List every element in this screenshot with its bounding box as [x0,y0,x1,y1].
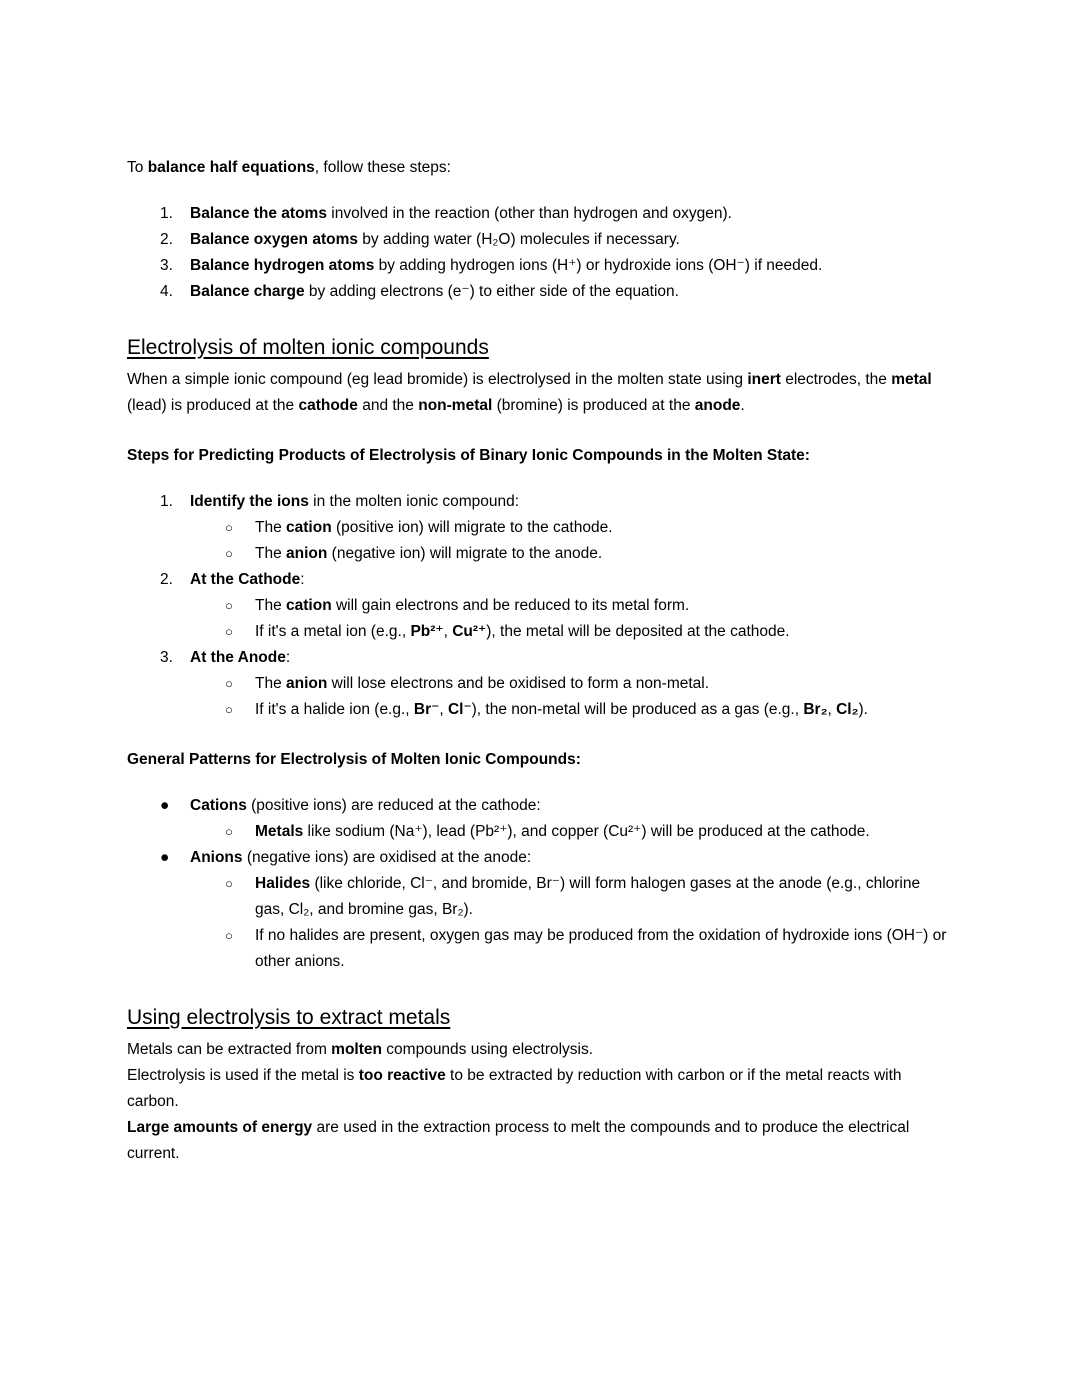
list-item [160,227,953,253]
bold-text-segment: Pb²⁺ [410,623,444,640]
sub-list-item [225,671,953,697]
list-item [160,489,953,515]
bold-text-segment: inert [747,371,781,388]
list-item-text [190,279,953,305]
bold-text-segment: non-metal [418,397,493,414]
list-item-text [255,697,953,723]
list-item [160,645,953,671]
list-item-text [190,845,953,871]
bold-text-segment: molten [331,1041,382,1058]
text-segment: compounds using electrolysis. [381,1041,594,1058]
list-item-text [255,871,953,923]
list-item-text [190,489,953,515]
list-marker: ○ [225,702,233,717]
list-marker: 4. [160,283,173,300]
sub-list-item [225,593,953,619]
text-segment: will gain electrons and be reduced to its metal form. [331,597,690,614]
paragraph-line [127,155,953,181]
paragraph-line [127,1063,953,1115]
bold-text-segment: Large amounts of energy [127,1119,313,1136]
bullet-list [127,793,953,975]
list-marker: ○ [225,876,233,891]
bold-text-segment: Steps for Predicting Products of Electrolysis of Binary Ionic Compounds in the Molten State: [127,447,810,464]
text-segment: When a simple ionic compound (eg lead bromide) is electrolysed in the molten state using [127,371,748,388]
paragraph-line [127,1115,953,1167]
text-segment: . [740,397,745,414]
list-item [160,793,953,819]
list-marker: 3. [160,649,173,666]
list-item [160,279,953,305]
sub-list-item [225,697,953,723]
nested-list [160,515,953,567]
bold-text-segment: At the Cathode [190,571,301,588]
text-segment: are used in the extraction process to melt the compounds and to produce the electrical current. [127,1119,910,1162]
list-item [160,845,953,871]
nested-list [160,593,953,645]
list-marker: ○ [225,598,233,613]
text-segment: will lose electrons and be oxidised to form a non-metal. [327,675,710,692]
bold-text-segment: balance half equations [147,159,315,176]
paragraph [127,367,953,419]
sub-list-item [225,871,953,923]
text-segment: : [300,571,305,588]
list-item-text [255,541,953,567]
paragraph-line [127,1037,953,1063]
text-segment: The [255,545,287,562]
text-segment: (positive ion) will migrate to the cathode. [331,519,613,536]
text-segment: The [255,519,287,536]
bold-text-segment: cation [286,519,332,536]
text-segment: (like chloride, Cl⁻, and bromide, Br⁻) will form halogen gases at the anode (e.g., chlorine gas, Cl₂, and bromine gas, Br₂). [255,875,921,918]
list-marker: ● [160,797,170,814]
sub-list-item [225,515,953,541]
list-marker: ○ [225,520,233,535]
text-segment: like sodium (Na⁺), lead (Pb²⁺), and copper (Cu²⁺) will be produced at the cathode. [303,823,870,840]
nested-list [160,871,953,975]
text-segment: To [127,159,148,176]
bold-text-segment: Cl₂ [836,701,859,718]
paragraph-line [127,747,953,773]
text-segment: (bromine) is produced at the [492,397,695,414]
bold-text-segment: Identify the ions [190,493,309,510]
bold-text-segment: Halides [255,875,311,892]
bold-text-segment: anode [694,397,741,414]
list-item-text [190,253,953,279]
text-segment: electrodes, the [780,371,892,388]
section-heading [127,1003,953,1033]
list-item-text [190,645,953,671]
list-marker: ○ [225,676,233,691]
bold-text-segment: anion [286,675,328,692]
text-segment: Electrolysis is used if the metal is [127,1067,359,1084]
text-segment: (negative ions) are oxidised at the anode: [242,849,532,866]
paragraph [127,155,953,181]
bold-text-segment: Br₂ [803,701,828,718]
text-segment: (negative ion) will migrate to the anode. [327,545,603,562]
text-segment: involved in the reaction (other than hydrogen and oxygen). [326,205,732,222]
list-item-text [190,567,953,593]
section-heading [127,333,953,363]
list-marker: 1. [160,493,173,510]
text-segment: by adding electrons (e⁻) to either side of the equation. [304,283,679,300]
bold-text-segment: Balance charge [190,283,305,300]
text-segment: Metals can be extracted from [127,1041,332,1058]
bold-text-segment: anion [286,545,328,562]
paragraph [127,1037,953,1167]
ordered-list [127,489,953,723]
text-segment: in the molten ionic compound: [308,493,520,510]
text-segment: , [827,701,837,718]
bold-text-segment: Anions [190,849,243,866]
text-segment: If it's a halide ion (e.g., [255,701,414,718]
paragraph-line [127,443,953,469]
text-segment: If it's a metal ion (e.g., [255,623,411,640]
list-item-text [190,793,953,819]
list-item-text [255,593,953,619]
text-segment: If no halides are present, oxygen gas may be produced from the oxidation of hydroxide ions (OH⁻) or other anions. [255,927,947,970]
text-segment: , follow these steps: [314,159,451,176]
text-segment: : [285,649,291,666]
sub-list-item [225,923,953,975]
list-item-text [190,227,953,253]
sub-list-item [225,819,953,845]
text-segment: (lead) is produced at the [127,397,299,414]
text-segment: to be extracted by reduction with carbon or if the metal reacts with carbon. [127,1067,902,1110]
bold-text-segment: cation [286,597,332,614]
text-segment: ), the non-metal will be produced as a gas (e.g., [471,701,804,718]
bold-text-segment: Cl⁻ [447,701,472,718]
bold-text-segment: metal [891,371,932,388]
text-segment: and the [357,397,419,414]
bold-text-segment: Cu²⁺ [452,623,487,640]
list-item [160,567,953,593]
list-marker: ○ [225,546,233,561]
list-item [160,201,953,227]
bold-text-segment: too reactive [358,1067,446,1084]
paragraph [127,443,953,469]
list-item-text [190,201,953,227]
list-marker: 2. [160,571,173,588]
text-segment: The [255,675,287,692]
paragraph [127,747,953,773]
bold-text-segment: General Patterns for Electrolysis of Molten Ionic Compounds: [127,751,581,768]
bold-text-segment: Cations [190,797,247,814]
list-marker: ● [160,849,170,866]
bold-text-segment: Metals [255,823,304,840]
list-marker: 3. [160,257,173,274]
bold-text-segment: Balance hydrogen atoms [190,257,375,274]
list-marker: ○ [225,928,233,943]
nested-list [160,819,953,845]
list-marker: 1. [160,205,173,222]
text-segment: ). [858,701,868,718]
text-segment: , [443,623,453,640]
text-segment: Using electrolysis to extract metals [127,1006,451,1029]
bold-text-segment: At the Anode [190,649,286,666]
bold-text-segment: cathode [298,397,358,414]
list-marker: ○ [225,824,233,839]
bold-text-segment: Balance the atoms [190,205,327,222]
nested-list [160,671,953,723]
text-segment: Electrolysis of molten ionic compounds [127,336,489,359]
text-segment: , [439,701,448,718]
bold-text-segment: Balance oxygen atoms [190,231,358,248]
list-item-text [255,923,953,975]
text-segment: by adding hydrogen ions (H⁺) or hydroxide ions (OH⁻) if needed. [374,257,823,274]
list-marker: ○ [225,624,233,639]
list-marker: 2. [160,231,173,248]
paragraph-line [127,367,953,419]
text-segment: (positive ions) are reduced at the cathode: [246,797,541,814]
list-item-text [255,515,953,541]
sub-list-item [225,619,953,645]
sub-list-item [225,541,953,567]
text-segment: ), the metal will be deposited at the cathode. [486,623,790,640]
text-segment: The [255,597,287,614]
ordered-list [127,201,953,305]
list-item-text [255,819,953,845]
bold-text-segment: Br⁻ [413,701,440,718]
list-item [160,253,953,279]
document-content [127,155,953,1167]
list-item-text [255,619,953,645]
text-segment: by adding water (H₂O) molecules if necessary. [357,231,680,248]
list-item-text [255,671,953,697]
